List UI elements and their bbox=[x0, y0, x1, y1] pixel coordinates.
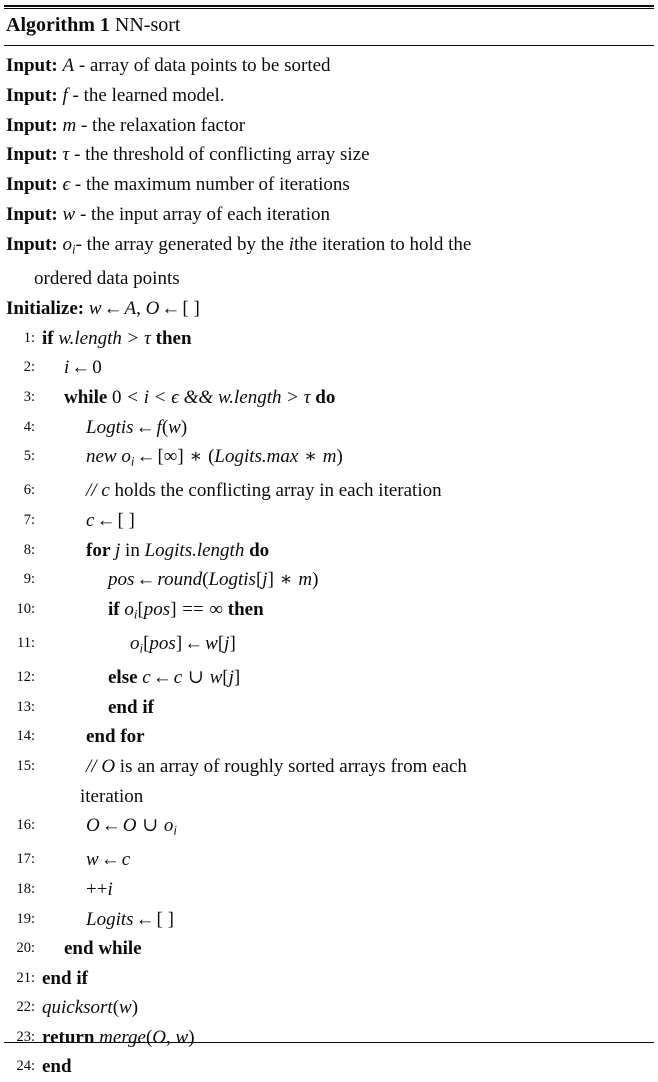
input-symbol: ϵ bbox=[62, 174, 71, 196]
step-number: 21: bbox=[16, 969, 35, 986]
step-content: Logtis ← f(w) bbox=[86, 416, 188, 438]
step-number: 14: bbox=[16, 728, 35, 745]
input-description: - the input array of each iteration bbox=[79, 203, 330, 225]
step-number: 20: bbox=[16, 940, 35, 957]
input-symbol: τ bbox=[62, 144, 70, 166]
step-row bbox=[0, 476, 658, 506]
input-symbol: A bbox=[62, 55, 75, 76]
step-row bbox=[0, 934, 658, 964]
input-symbol-subscript: i bbox=[72, 241, 76, 257]
input-line-tau bbox=[0, 140, 658, 170]
step-number: 5: bbox=[23, 448, 35, 465]
step-number: 9: bbox=[23, 571, 35, 588]
step-content: w ← c bbox=[86, 849, 131, 871]
step-content: i ← 0 bbox=[64, 357, 102, 379]
step-content: new $o_i$ ← [∞] ∗ (Logits.max ∗ m) bbox=[86, 446, 343, 469]
input-keyword: Input: bbox=[6, 233, 58, 255]
input-description: - the relaxation factor bbox=[80, 114, 246, 136]
step-row bbox=[0, 722, 658, 752]
step-number: 19: bbox=[16, 910, 35, 927]
input-keyword: Input: bbox=[6, 174, 58, 196]
algorithm-title-name: NN-sort bbox=[114, 14, 181, 36]
step-content: end if bbox=[108, 696, 154, 718]
step-content: // c holds the conflicting array in each iteration bbox=[86, 480, 442, 502]
step-row bbox=[0, 845, 658, 875]
input-keyword: Input: bbox=[6, 203, 58, 225]
comment-text-second-line: iteration bbox=[80, 785, 144, 807]
step-number: 8: bbox=[23, 541, 35, 558]
step-row bbox=[0, 413, 658, 443]
input-description: - the threshold of conflicting array size bbox=[74, 144, 370, 166]
step-content: O ← O ∪ $o_i$ bbox=[86, 815, 177, 838]
step-number: 24: bbox=[16, 1058, 35, 1075]
step-number: 12: bbox=[16, 669, 35, 686]
input-description-part1: - the array generated by the bbox=[75, 233, 289, 255]
step-row bbox=[0, 629, 658, 663]
step-row bbox=[0, 752, 658, 811]
input-description-continuation: ordered data points bbox=[34, 268, 180, 290]
step-row bbox=[0, 811, 658, 845]
step-number: 4: bbox=[23, 418, 35, 435]
step-number: 10: bbox=[16, 600, 35, 617]
step-row bbox=[0, 964, 658, 994]
step-row bbox=[0, 693, 658, 723]
step-row bbox=[0, 383, 658, 413]
step-number: 11: bbox=[17, 634, 35, 651]
input-description: - the learned model. bbox=[72, 84, 225, 106]
step-content: quicksort(w) bbox=[42, 997, 139, 1019]
step-content: if $o_i[pos]$ == ∞ then bbox=[108, 598, 264, 622]
step-number: 23: bbox=[16, 1028, 35, 1045]
step-content: pos ← round(Logtis[j] ∗ m) bbox=[108, 569, 319, 591]
title-rule bbox=[4, 45, 654, 46]
step-row bbox=[0, 565, 658, 595]
step-number: 2: bbox=[23, 359, 35, 376]
step-number: 7: bbox=[23, 511, 35, 528]
algorithm-body bbox=[0, 51, 658, 1082]
input-line-a bbox=[0, 51, 658, 81]
input-line-f bbox=[0, 81, 658, 111]
step-row bbox=[0, 595, 658, 629]
step-content: return merge(O, w) bbox=[42, 1026, 195, 1048]
input-description-italic-i: i bbox=[288, 233, 294, 255]
input-symbol: o bbox=[62, 233, 72, 255]
step-number: 13: bbox=[16, 698, 35, 715]
step-number: 22: bbox=[16, 999, 35, 1016]
step-content: end bbox=[42, 1056, 72, 1078]
step-number: 1: bbox=[23, 329, 35, 346]
step-number: 16: bbox=[16, 817, 35, 834]
step-row bbox=[0, 993, 658, 1023]
step-number: 15: bbox=[16, 757, 35, 774]
input-description: - array of data points to be sorted bbox=[78, 55, 331, 76]
step-content: else c ← c ∪ w[j] bbox=[108, 667, 241, 689]
step-content: end if bbox=[42, 967, 88, 989]
step-content: // O is an array of roughly sorted arrays from each iteration bbox=[42, 752, 658, 811]
bottom-rule bbox=[4, 1042, 654, 1043]
input-keyword: Input: bbox=[6, 84, 58, 106]
input-line-epsilon bbox=[0, 170, 658, 200]
step-number: 3: bbox=[23, 388, 35, 405]
step-row bbox=[0, 536, 658, 566]
step-row bbox=[0, 1023, 658, 1053]
step-number: 6: bbox=[23, 482, 35, 499]
step-content: c ← [ ] bbox=[86, 509, 135, 531]
step-row bbox=[0, 506, 658, 536]
step-content: if w.length > τ then bbox=[42, 327, 192, 349]
top-rule bbox=[4, 5, 654, 7]
initialize-keyword: Initialize: bbox=[6, 297, 85, 319]
input-line-m bbox=[0, 111, 658, 141]
step-row bbox=[0, 324, 658, 354]
step-content: ++i bbox=[86, 878, 113, 900]
step-row bbox=[0, 1052, 658, 1082]
input-description-part2: the iteration to hold the bbox=[294, 233, 472, 255]
step-row bbox=[0, 663, 658, 693]
input-symbol: f bbox=[62, 84, 68, 106]
step-content: end while bbox=[64, 938, 142, 960]
algorithm-title bbox=[6, 11, 180, 39]
step-content: Logits ← [ ] bbox=[86, 908, 174, 930]
step-number: 17: bbox=[16, 851, 35, 868]
step-row bbox=[0, 905, 658, 935]
step-row bbox=[0, 875, 658, 905]
input-line-oi bbox=[0, 230, 658, 294]
input-symbol: m bbox=[62, 114, 77, 136]
input-keyword: Input: bbox=[6, 55, 58, 76]
step-number: 18: bbox=[16, 880, 35, 897]
step-content: end for bbox=[86, 726, 145, 748]
initialize-body: w ← A, O ← [ ] bbox=[88, 297, 200, 319]
initialize-line bbox=[0, 294, 658, 324]
step-content: $o_i[pos]$ ← w[j] bbox=[130, 632, 236, 656]
step-content: while 0 < i < ϵ && w.length > τ do bbox=[64, 386, 336, 408]
step-row bbox=[0, 353, 658, 383]
input-keyword: Input: bbox=[6, 144, 58, 166]
algorithm-title-number: Algorithm 1 bbox=[6, 14, 110, 36]
step-content: for j in Logits.length do bbox=[86, 539, 270, 561]
comment-text-first-line: is an array of roughly sorted arrays from each bbox=[119, 755, 467, 777]
step-row bbox=[0, 442, 658, 476]
input-symbol: w bbox=[62, 203, 76, 225]
input-description: - the maximum number of iterations bbox=[74, 174, 350, 196]
input-line-w bbox=[0, 200, 658, 230]
input-keyword: Input: bbox=[6, 114, 58, 136]
